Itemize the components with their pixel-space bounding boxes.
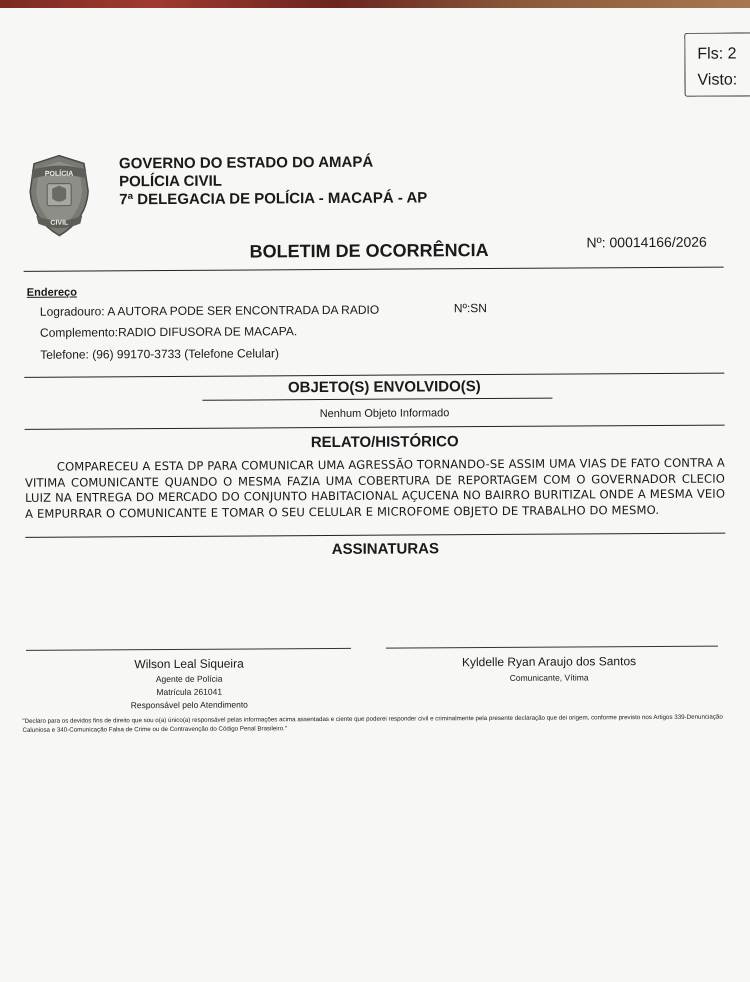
signature-line-left — [26, 648, 351, 651]
logradouro-row — [40, 303, 379, 319]
signer-left-matricula: Matrícula 261041 — [156, 686, 223, 698]
folio-box — [684, 32, 750, 96]
signature-line-right — [386, 646, 718, 649]
objetos-title: OBJETO(S) ENVOLVIDO(S) — [287, 378, 481, 397]
header-line-police: POLÍCIA CIVIL — [119, 172, 222, 191]
numero-value: SN — [470, 301, 487, 316]
divider — [25, 425, 725, 430]
relato-title: RELATO/HISTÓRICO — [310, 433, 459, 452]
document-number: Nº: 00014166/2026 — [586, 233, 707, 251]
logradouro-label: Logradouro: — [39, 304, 105, 319]
complemento-label: Complemento: — [39, 325, 119, 340]
objetos-value: Nenhum Objeto Informado — [319, 407, 450, 421]
divider — [24, 267, 724, 272]
numero-label: Nº: — [453, 301, 471, 316]
signer-right-role: Comunicante, Vítima — [509, 672, 589, 683]
assinaturas-title: ASSINATURAS — [331, 540, 440, 558]
document-title: BOLETIM DE OCORRÊNCIA — [249, 240, 489, 262]
telefone-row — [40, 346, 279, 361]
logradouro-value: A AUTORA PODE SER ENCONTRADA DA RADIO — [107, 302, 380, 319]
policia-civil-badge-icon — [28, 153, 91, 237]
signer-left-note: Responsável pelo Atendimento — [130, 699, 248, 711]
divider — [202, 398, 552, 401]
divider — [25, 533, 725, 538]
badge-bottom-text: CIVIL — [50, 219, 69, 227]
telefone-value: (96) 99170-3733 (Telefone Celular) — [92, 346, 280, 362]
numero-row — [454, 301, 487, 315]
header-line-delegacia: 7ª DELEGACIA DE POLÍCIA - MACAPÁ - AP — [119, 189, 428, 209]
endereco-heading: Endereço — [26, 286, 77, 299]
declaration-footer: "Declaro para os devidos fins de direito que sou o(a) único(a) responsável pelas informações acima assentadas e ciente que poderei responder civil e criminalmente pela presente declaração que dei origem, conforme previsto nos Artigos 339-Denunciação Caluniosa e 340-Comunicação Falsa de Crime ou de Contravenção do Código Penal Brasileiro." — [22, 713, 723, 734]
badge-top-text: POLÍCIA — [44, 170, 74, 178]
folio-visto: Visto: — [697, 71, 738, 89]
signer-left-details — [64, 672, 314, 713]
signer-left-role: Agente de Polícia — [155, 673, 223, 685]
telefone-label: Telefone: — [40, 347, 89, 362]
complemento-row — [40, 324, 297, 340]
header-line-government: GOVERNO DO ESTADO DO AMAPÁ — [118, 153, 374, 173]
relato-text: COMPARECEU A ESTA DP PARA COMUNICAR UMA AGRESSÃO TORNANDO-SE ASSIM UMA VIAS DE FATO CONTRA A VITIMA COMUNICANTE QUANDO O MESMA FAZIA UMA COBERTURA DE REPORTAGEM COM O GOVERNADOR CLECIO LUIZ NA ENTREGA DO MERCADO DO CONJUNTO HABITACIONAL AÇUCENA NO BAIRRO BURITIZAL ONDE A MESMA VEIO A EMPURRAR O COMUNICANTE E TOMAR O SEU CELULAR E MICROFOME OBJETO DE TRABALHO DO MESMO. — [24, 455, 726, 521]
folio-fls: Fls: 2 — [697, 45, 737, 63]
complemento-value: RADIO DIFUSORA DE MACAPA. — [118, 324, 298, 340]
signer-left-name: Wilson Leal Siqueira — [134, 656, 244, 672]
signer-right-name: Kyldelle Ryan Araujo dos Santos — [461, 654, 637, 670]
agency-header — [119, 153, 427, 209]
